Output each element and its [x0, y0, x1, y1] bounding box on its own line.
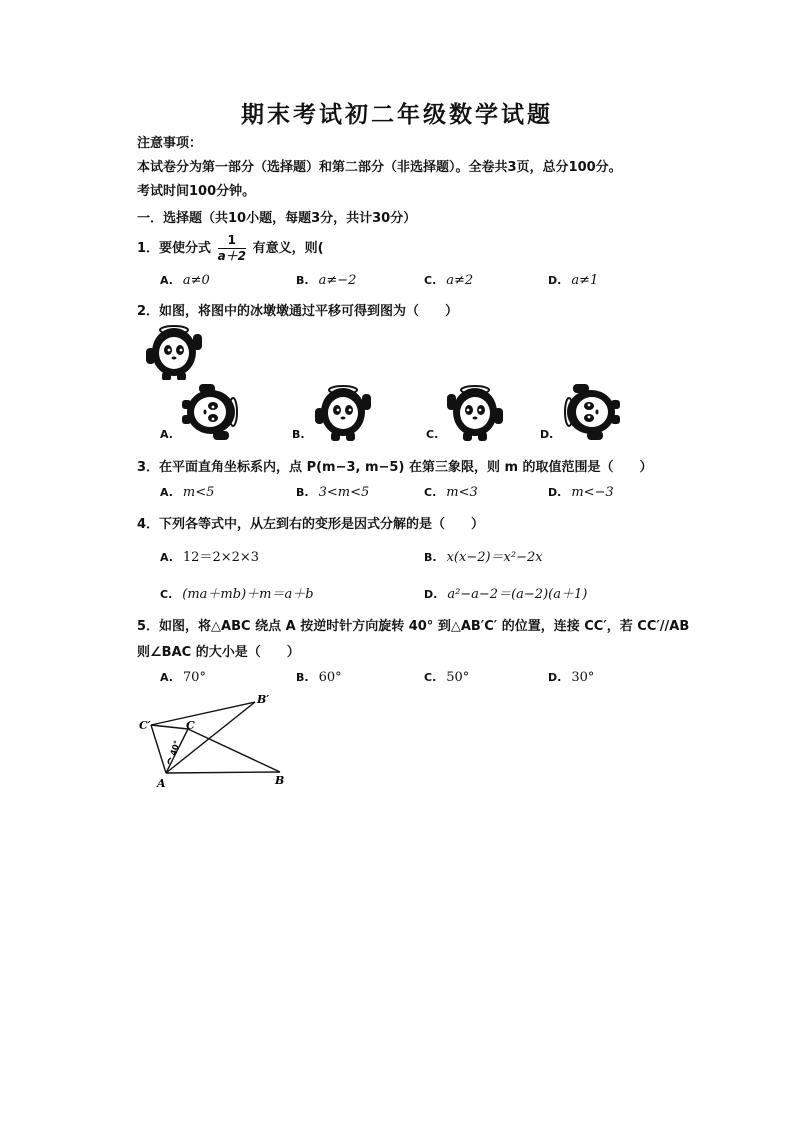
fraction-numerator: 1 [218, 233, 246, 249]
segment-cb [188, 729, 280, 772]
fraction-denominator: a＋2 [217, 249, 247, 263]
label-c-prime: C′ [139, 719, 151, 732]
q1-option-b[interactable]: B. a≠−2 [296, 273, 357, 288]
q5-option-d[interactable]: D. 30° [548, 670, 595, 685]
question-4-stem: 4．下列各等式中，从左到右的变形是因式分解的是（ ） [137, 517, 485, 532]
q5-option-b[interactable]: B. 60° [296, 670, 342, 685]
panda-option-a-figure [180, 384, 242, 442]
q4-option-c[interactable]: C. (ma＋mb)＋m＝a＋b [160, 587, 314, 602]
panda-option-b-figure [312, 384, 374, 442]
q2-option-c[interactable]: C. [426, 428, 439, 441]
notice-line-1: 本试卷分为第一部分（选择题）和第二部分（非选择题）。全卷共3页，总分100分。 [137, 160, 622, 175]
label-b: B [275, 774, 285, 787]
panda-original-figure [142, 322, 206, 380]
panda-option-c-figure [444, 384, 506, 442]
panda-option-d-figure [560, 384, 622, 442]
label-a: A [157, 777, 166, 790]
q2-option-b[interactable]: B. [292, 428, 305, 441]
segment-ab-prime [166, 702, 255, 773]
question-1-fraction [218, 233, 246, 264]
question-2-stem: 2．如图，将图中的冰墩墩通过平移可得到图为（ ） [137, 304, 459, 319]
question-3-stem: 3．在平面直角坐标系内，点 P(m−3, m−5) 在第三象限，则 m 的取值范围是（ ） [137, 460, 653, 475]
question-1-stem [137, 233, 324, 264]
section-1-heading: 一．选择题（共10小题，每题3分，共计30分） [137, 211, 417, 226]
q4-option-a[interactable]: A. 12＝2×2×3 [160, 550, 260, 565]
q2-option-d[interactable]: D. [540, 428, 554, 441]
label-c: C [186, 719, 195, 732]
question-5-stem-line-2: 则∠BAC 的大小是（ ） [137, 645, 300, 660]
segment-ac-prime [151, 725, 166, 773]
q5-option-c[interactable]: C. 50° [424, 670, 470, 685]
q4-option-b[interactable]: B. x(x−2)＝x²−2x [424, 550, 543, 565]
q4-option-d[interactable]: D. a²−a−2＝(a−2)(a＋1) [424, 587, 588, 602]
q3-option-b[interactable]: B. 3<m<5 [296, 485, 370, 500]
notice-heading: 注意事项： [137, 136, 203, 151]
label-angle: 40° [168, 739, 182, 757]
notice-line-2: 考试时间100分钟。 [137, 184, 256, 199]
segment-ab [166, 772, 280, 773]
label-b-prime: B′ [257, 693, 270, 706]
q3-option-a[interactable]: A. m<5 [160, 485, 215, 500]
rotation-triangle-figure [135, 688, 295, 792]
segment-cc-prime [151, 725, 188, 729]
q5-option-a[interactable]: A. 70° [160, 670, 206, 685]
q1-option-a[interactable]: A. a≠0 [160, 273, 210, 288]
question-1-suffix: 有意义，则( [252, 241, 324, 256]
q3-option-c[interactable]: C. m<3 [424, 485, 478, 500]
question-1-prefix: 1．要使分式 [137, 241, 212, 256]
q2-option-a[interactable]: A. [160, 428, 173, 441]
q1-option-d[interactable]: D. a≠1 [548, 273, 599, 288]
question-5-stem-line-1: 5．如图，将△ABC 绕点 A 按逆时针方向旋转 40° 到△AB′C′ 的位置，连接 CC′，若 CC′//AB [137, 619, 690, 634]
page-title: 期末考试初二年级数学试题 [241, 102, 553, 128]
q1-option-c[interactable]: C. a≠2 [424, 273, 474, 288]
segment-c-prime-b-prime [151, 702, 255, 725]
q3-option-d[interactable]: D. m<−3 [548, 485, 614, 500]
